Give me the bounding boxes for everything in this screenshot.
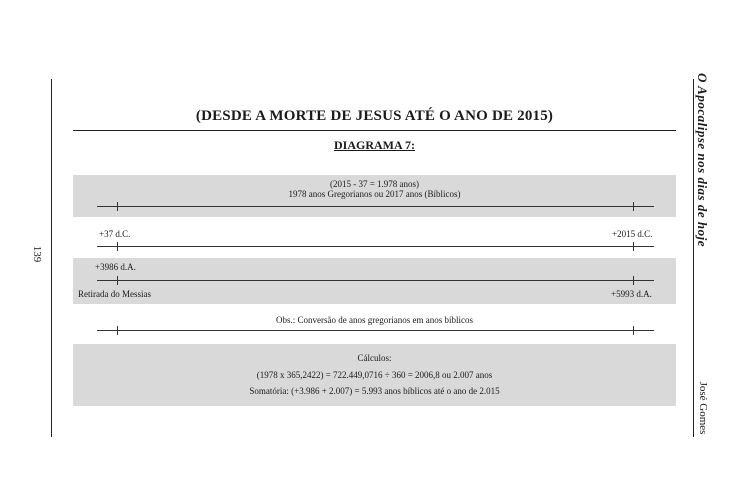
row2-left-label: +37 d.C. [99, 229, 131, 239]
calc-line2: Somatória: (+3.986 + 2.007) = 5.993 anos bíblicos até o ano de 2.015 [249, 386, 500, 396]
diagram-title: DIAGRAMA 7: [334, 138, 415, 152]
band2-bottom-left-label: Retirada do Messias [78, 289, 151, 299]
band1-line1: (2015 - 37 = 1.978 anos) [329, 179, 420, 189]
timeline-line-1 [97, 206, 654, 207]
timeline-1-tick-left [117, 202, 118, 211]
page-number: 139 [31, 245, 43, 263]
running-author: José Gomes [697, 381, 709, 435]
timeline-2-tick-right [633, 242, 634, 251]
calc-title: Cálculos: [357, 353, 392, 363]
timeline-line-3 [97, 280, 654, 281]
calc-line1: (1978 x 365,2422) = 722.449,0716 ÷ 360 = 2006,8 ou 2.007 anos [256, 370, 493, 380]
timeline-line-2 [97, 246, 654, 247]
timeline-1-tick-right [633, 202, 634, 211]
observation-note: Obs.: Conversão de anos gregorianos em anos bíblicos [276, 315, 473, 325]
band2-bottom-right-label: +5993 d.A. [611, 289, 652, 299]
timeline-3-tick-left [117, 276, 118, 285]
running-book-title: O Apocalipse nos dias de hoje [695, 73, 710, 247]
timeline-4-tick-left [117, 326, 118, 335]
timeline-line-4 [97, 330, 654, 331]
band2-top-left-label: +3986 d.A. [95, 262, 136, 272]
row2-right-label: +2015 d.C. [612, 229, 653, 239]
timeline-3-tick-right [633, 276, 634, 285]
timeline-4-tick-right [633, 326, 634, 335]
heading-rule [73, 130, 676, 131]
page-heading: (DESDE A MORTE DE JESUS ATÉ O ANO DE 2015) [195, 108, 554, 124]
left-margin-rule [51, 79, 52, 437]
timeline-2-tick-left [117, 242, 118, 251]
band-biblical-years [73, 258, 676, 304]
band1-line2: 1978 anos Gregorianos ou 2017 anos (Bíblicos) [288, 189, 461, 199]
